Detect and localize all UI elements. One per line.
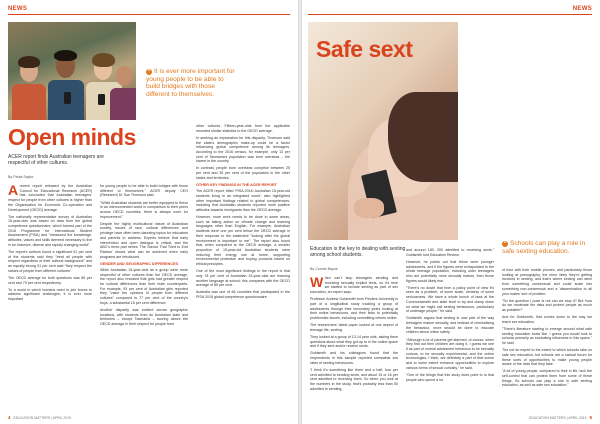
paragraph: and around 180, 200 admitted to receiving sexts," Goldsmith told Education Review.	[406, 248, 494, 257]
paragraph: of time with their mobile phones, and particularly those looking at pornography, the more likely they're getting involved in sexting, and that's where sexting can stem from something consensual and could scale into something non-consensual and a 'dissemination to all your mates' sort of problem.	[502, 268, 592, 296]
paragraph: "There's no doubt that from a policy point of view it's seen as a problem, of some scale, certainly of some seriousness. We have a whole bunch of laws at the Commonwealth and state level to try and clamp down on what we might call sexting behaviours, particularly of underage people," he said.	[406, 285, 494, 314]
article-column-3	[502, 268, 592, 410]
paragraph: "One of the things that this study does point to is that people who spend a lot	[406, 372, 494, 382]
drop-cap: W	[310, 276, 324, 290]
article-column-1	[310, 276, 398, 410]
article-title: Safe sext	[316, 36, 413, 62]
article-title: Open minds	[8, 124, 136, 150]
byline: By Paula Saylor	[8, 175, 34, 179]
paragraph: The ACER report, titled 'PISA 2018: Australian 15-year-old students living in an integrated world', also highlighted other important findings related to global competencies, including that Australian students reported more positive attitudes towards immigrants than the OECD average.	[196, 189, 290, 212]
article-column-2	[100, 184, 188, 410]
paragraph: Goldsmith argues that sexting is now part of the way teenagers mature sexually, and instead of criminalising the behaviour, more should be done to educate children about online safety.	[406, 316, 494, 335]
quote-marker-icon: “	[503, 241, 507, 247]
paragraph: Arecent report released by the Australian Council for Educational Research (ACER) has concluded that Australian teenagers' respect for people from other cultures is higher than the Organisation for Economic Co-operation and Development (OECD) average.	[8, 184, 92, 212]
standfirst: ACER report finds Australian teenagers are respectful of other cultures.	[8, 154, 104, 166]
paragraph: The researchers' latest paper looked at one aspect of teenage life, sexting.	[310, 323, 398, 332]
students-photo	[8, 22, 136, 120]
pull-quote: “ Schools can play a role in safe sexting education.	[502, 240, 586, 255]
section-rule	[8, 14, 290, 15]
subheading: OTHER KEY FINDINGS IN THE ACER REPORT	[196, 182, 277, 187]
standfirst: Education is the key to dealing with sexting among school students.	[310, 246, 406, 258]
page-footer: 4 EDUCATION MATTERS | APRIL 2019	[8, 415, 71, 420]
article-column-2	[406, 248, 494, 410]
paragraph: Professor Andrew Goldsmith from Flinders University is part of a longitudinal study tracking a group of adolescents through their secondary years looking at their online behaviours, and their links to potentially problematic issues, including committing crimes online.	[310, 297, 398, 321]
paragraph: And for Goldsmith, that comes down to the way we teach sex education.	[502, 315, 592, 324]
paragraph: other cultures. Fifteen-year-olds from the applicable recorded similar statistics to the OECD average.	[196, 124, 290, 133]
paragraph: "In a world in which humans need to join forces to address significant challenges, it is ever more important	[8, 287, 92, 302]
section-label: NEWS	[8, 6, 28, 12]
paragraph: "A lot of young people, compared to their in life, lack the self-control that can protect them from some of these things. So schools can play a role in safe sexting education, as well as safe sex education."	[502, 369, 592, 388]
paragraph: "I think it's something like three and a half, four per cent admitted to sending sexts, and about 15 or 16 per cent admitted to receiving them. So when you look at the numbers in the study, that's probably less than 50 admitted to sending,	[310, 367, 398, 391]
paragraph: "So the question I pose is not can we stop it? But 'how do we moderate the risks and protect people as much as possible?'	[502, 298, 592, 313]
quote-marker-icon: “	[147, 69, 151, 75]
paragraph: "There's literature starting to emerge around what safe sexting education looks like. I guess you would look to schools primarily as incubating influences in this space," he said.	[502, 326, 592, 346]
paragraph: However, more work needs to be done in some areas, such as taking action on climate change and learning languages other than English. For example, Australian students were one per cent below the OECD average in their response to the statement "looking after the global environment is important to me". The report also found that, when compared to the OECD average, a smaller proportion of 15-year-old Australian students were reducing their energy use at home, supporting environmental protection and buying products based on ethical principles.	[196, 215, 290, 267]
paragraph: for young people to be able to build bridges with those different to themselves," ACER deputy CEO (Research) Dr Sue Thomson said.	[100, 184, 188, 198]
drop-cap: A	[8, 184, 19, 198]
pull-quote: “ It is ever more important for young people to be able to build bridges with those different to themselves.	[146, 68, 235, 98]
paragraph: Goldsmith and his colleagues found that the respondents in this sample reported somewhat low rates of sexting behaviours.	[310, 351, 398, 365]
section-rule	[308, 14, 592, 15]
paragraph: The nationally representative survey of Australian 15-year-olds was based on data from the global competence questionnaire, which formed part of the 2018 Programme for International Student Assessment (PISA) and "measured the knowledge, attitudes, values and skills deemed necessary to live in an inclusive, diverse and rapidly changing world".	[8, 214, 92, 247]
byline: By Connie Bayne	[310, 267, 338, 271]
page-footer: EDUCATION MATTERS | APRIL 2019 5	[529, 415, 592, 420]
paragraph: They looked at a group of 13-14 year olds, asking them questions about what they got up to in the online space and if they sent and/or receive sexts.	[310, 334, 398, 349]
paragraph: Another disparity was evident across geographic locations, with students from an Australian state and territories – except Tasmania – scoring above the OECD average in their respect for people from	[100, 307, 188, 327]
paragraph: When can't stop teenagers sending and receiving sexually explicit texts, so it's time we started to include sexting as part of sex education, an expert says.	[310, 276, 398, 295]
right-page	[302, 0, 600, 424]
subheading: GENDER AND GEOGRAPHIC DIFFERENCES	[100, 261, 178, 266]
paragraph: Despite the highly multicultural nature of Australian society, issues of race, cultural differences and privilege have often been daunting topics for educators and parents to address. Experts believe that early intervention and open dialogue is critical, and the ABC's three-part series 'The School That Tried to End Racism' shows what can be achieved when early programs are introduced.	[100, 221, 188, 259]
page-number: 4	[8, 415, 11, 420]
paragraph: While Australian 15-year-olds as a group were more respectful of other cultures than the OECD average, the report also revealed that girls had greater respect for cultural differences than their male counterparts. For example, 93 per cent of Australian girls reported they "value the opinions of people from different cultures" compared to 77 per cent of the country's boys, a substantial 15 per cent difference.	[100, 267, 188, 305]
page-number: 5	[589, 415, 592, 420]
paragraph: The not an expert to the extent to which schools take on safe sex education, but schools are a natural forum for these sorts of opportunities to make young people aware of the risks that they take.	[502, 348, 592, 367]
paragraph: The OECD average for both questions was 85 per cent and 79 per cent respectively.	[8, 275, 92, 285]
paragraph: One of the most significant findings in the report is that only 78 per cent of Australian 15-year-olds are learning another language at school; this compares with the OECD average of 85 per cent.	[196, 269, 290, 288]
paragraph: However, he points out that these were younger adolescents, and if the figures were extrapolated to the whole teenage population, including older teenagers who are potentially more sexually mature, then those figures would likely rise.	[406, 259, 494, 283]
paragraph: "Although a lot of parents get alarmed, of course, when they find out their children are doing it, I guess we see it as part of normal adolescent behaviour to be sexually curious, to be sexually experimental, and the online technologies, I think, are definitely a part of that scene and to some extent enhance opportunities to explore various forms of sexual curiosity," he said.	[406, 337, 494, 370]
paragraph: In seeking an explanation for this disparity, Thomson said the state's demographic make-up could be a factor influencing global competence among its teenagers. According to the 2016 census, for example, only 13 per cent of Tasmania's population was born overseas – the lowest in the country.	[196, 135, 290, 164]
article-column-3	[196, 124, 290, 410]
section-label: NEWS	[572, 6, 592, 12]
left-page	[0, 0, 298, 424]
paragraph: "While Australian students are better equipped to thrive in an interconnected world in comparison to their peers across OECD countries, there is always room for improvement."	[100, 200, 188, 219]
article-column-1	[8, 184, 92, 410]
paragraph: The report's authors found a significant 91 per cent of the students said they "treat all people with respect regardless of their cultural background" and an equally strong 91 per cent said "they respect the values of people from different cultures".	[8, 249, 92, 273]
paragraph: In contrast, people born overseas comprise between 25 per cent and 35 per cent of the population in the other states and territories.	[196, 166, 290, 180]
paragraph: Australia was one of 66 countries that participated in the PISA 2018 global competence questionnaire.	[196, 290, 290, 300]
